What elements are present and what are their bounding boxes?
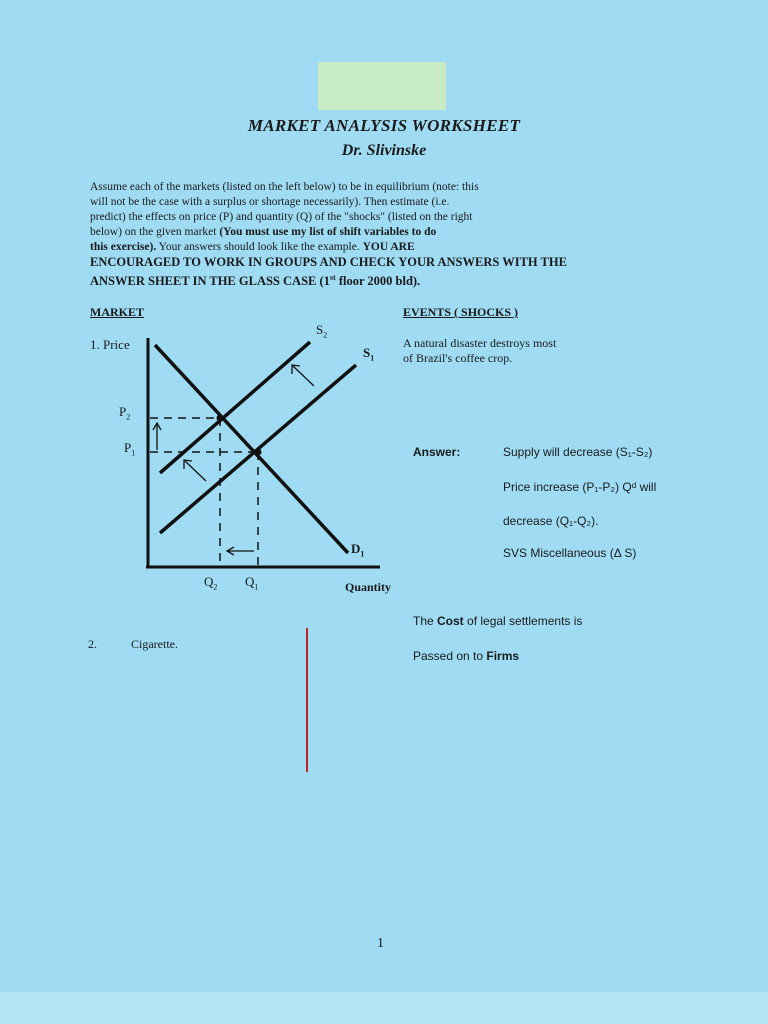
event-line: of Brazil's coffee crop. [403,351,513,365]
label-d1: $D_1$ [351,541,365,559]
supply-shift-arrow [185,461,206,481]
answer-line: Supply will decrease (S₁-S₂) [503,445,653,459]
intro-text: below) on the given market [90,226,220,238]
intro-line: ENCOURAGED TO WORK IN GROUPS AND CHECK YOUR ANSWERS WITH THE [90,255,567,269]
intro-caps-text: ANSWER SHEET IN THE GLASS CASE (1 [90,274,330,289]
item2-number: 2. [88,637,97,651]
intro-caps-text: floor 2000 bld). [335,274,421,289]
worksheet-title: MARKET ANALYSIS WORKSHEET [247,116,521,135]
event-line: A natural disaster destroys most [403,336,557,350]
demand-curve-d1 [155,345,348,553]
label-p2: $P_2$ [119,404,131,422]
equilibrium-point-2 [217,415,224,422]
supply-curve-s2 [160,342,310,473]
supply-shift-arrow [293,366,314,386]
item2-label: Cigarette. [131,637,178,651]
events-header: EVENTS ( SHOCKS ) [403,305,519,319]
intro-bold-text: this exercise). [90,241,157,253]
answer-line: Price increase (P₁-P₂) Qᵈ will [503,480,657,494]
item2-row [88,637,178,652]
intro-bold-text: (You must use my list of shift variables to do [219,226,437,238]
page-bottom-edge [0,992,768,1024]
quantity-axis-label: Quantity [345,580,392,594]
author-name: Dr. Slivinske [341,142,427,159]
answer-heading: Answer: [413,445,461,459]
intro-bold-text: YOU ARE [362,241,415,253]
note-line: Passed on to Firms [413,649,520,663]
intro-text: Your answers should look like the example. [156,241,363,253]
page-number: 1 [377,936,384,951]
answer-line: decrease (Q₁-Q₂). [503,514,599,528]
label-s1: $S_1$ [363,345,375,363]
label-q2: $Q_2$ [204,574,218,592]
red-marker-line [306,628,308,772]
intro-line: Assume each of the markets (listed on the left below) to be in equilibrium (note: this [90,181,479,193]
item1-label: 1. Price [90,337,130,352]
market-header: MARKET [90,305,144,319]
superscript: st [329,273,336,282]
answer-line: SVS Miscellaneous (Δ S) [503,546,637,560]
note-line: The Cost of legal settlements is [413,614,583,628]
equilibrium-point-1 [255,449,262,456]
label-p1: $P_1$ [124,440,136,458]
intro-line: will not be the case with a surplus or shortage necessarily). Then estimate (i.e. [90,196,450,208]
intro-line: predict) the effects on price (P) and quantity (Q) of the "shocks" (listed on the right [90,211,473,223]
label-s2: $S_2$ [316,322,328,340]
label-q1: $Q_1$ [245,574,259,592]
